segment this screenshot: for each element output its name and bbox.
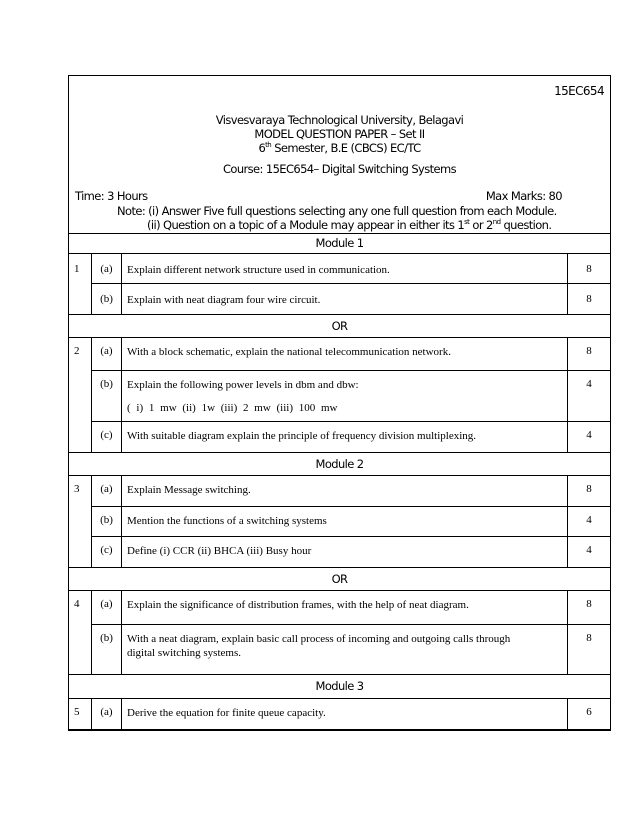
question-marks: 4 [586,514,592,526]
or-separator: OR [69,315,610,338]
question-marks: 8 [586,263,592,275]
question-part [92,254,610,284]
question-marks: 8 [586,598,592,610]
note-line-1: Note: (i) Answer Five full questions selecting any one full question from each Module. [117,204,557,218]
question-marks: 4 [586,378,592,390]
question-marks: 8 [586,632,592,644]
question-marks: 8 [586,483,592,495]
part-label: (a) [92,699,122,729]
part-label: (a) [92,338,122,370]
part-label: (b) [92,625,122,674]
question-1 [69,254,610,315]
question-3 [69,476,610,568]
question-number: 5 [69,699,92,729]
question-text: Explain the following power levels in dbm and dbw: ( i) 1 mw (ii) 1w (iii) 2 mw (iii) 100 mw [122,371,568,421]
question-text: Mention the functions of a switching systems [122,507,568,536]
question-part [92,422,610,452]
power-levels-list: ( i) 1 mw (ii) 1w (iii) 2 mw (iii) 100 mw [127,402,338,414]
question-part [92,699,610,729]
question-2 [69,338,610,453]
question-text: Explain different network structure used in communication. [122,254,568,283]
question-text: Explain Message switching. [122,476,568,506]
question-text: With a neat diagram, explain basic call process of incoming and outgoing calls through digital switching systems. [122,625,568,674]
question-part [92,284,610,314]
question-part [92,476,610,507]
part-label: (c) [92,537,122,567]
max-marks: Max Marks: 80 [485,189,562,203]
paper-title: MODEL QUESTION PAPER – Set II [254,127,425,141]
part-label: (b) [92,284,122,314]
question-5 [69,699,610,730]
question-text: Define (i) CCR (ii) BHCA (iii) Busy hour [122,537,568,567]
time-allowed: Time: 3 Hours [75,189,148,203]
note-line-2: (ii) Question on a topic of a Module may appear in either its 1st or 2nd question. [147,218,552,232]
or-separator: OR [69,568,610,591]
question-marks: 6 [586,706,592,718]
module-heading-2: Module 2 [69,453,610,476]
part-label: (c) [92,422,122,452]
question-text: Explain the significance of distribution frames, with the help of neat diagram. [122,591,568,624]
part-label: (b) [92,371,122,421]
part-label: (b) [92,507,122,536]
question-number: 3 [69,476,92,567]
question-marks: 8 [586,293,592,305]
question-marks: 4 [586,544,592,556]
question-part [92,338,610,371]
question-part [92,537,610,567]
question-number: 4 [69,591,92,674]
question-number: 2 [69,338,92,452]
question-part [92,625,610,674]
question-text: With suitable diagram explain the principle of frequency division multiplexing. [122,422,568,452]
course-line: Course: 15EC654– Digital Switching Systems [222,162,457,176]
part-label: (a) [92,476,122,506]
question-paper [68,75,611,731]
question-text: Explain with neat diagram four wire circuit. [122,284,568,314]
question-marks: 4 [586,429,592,441]
paper-header [69,76,610,234]
module-heading-1: Module 1 [69,234,610,254]
semester-line: 6th Semester, B.E (CBCS) EC/TC [258,141,421,155]
university-name: Visvesvaraya Technological University, Belagavi [215,113,464,127]
question-part [92,591,610,625]
question-text: With a block schematic, explain the national telecommunication network. [122,338,568,370]
part-label: (a) [92,254,122,283]
subject-code: 15EC654 [554,84,604,98]
module-heading-3: Module 3 [69,675,610,699]
question-part [92,507,610,537]
question-4 [69,591,610,675]
question-marks: 8 [586,345,592,357]
question-number: 1 [69,254,92,314]
part-label: (a) [92,591,122,624]
question-part [92,371,610,422]
question-text: Derive the equation for finite queue capacity. [122,699,568,729]
